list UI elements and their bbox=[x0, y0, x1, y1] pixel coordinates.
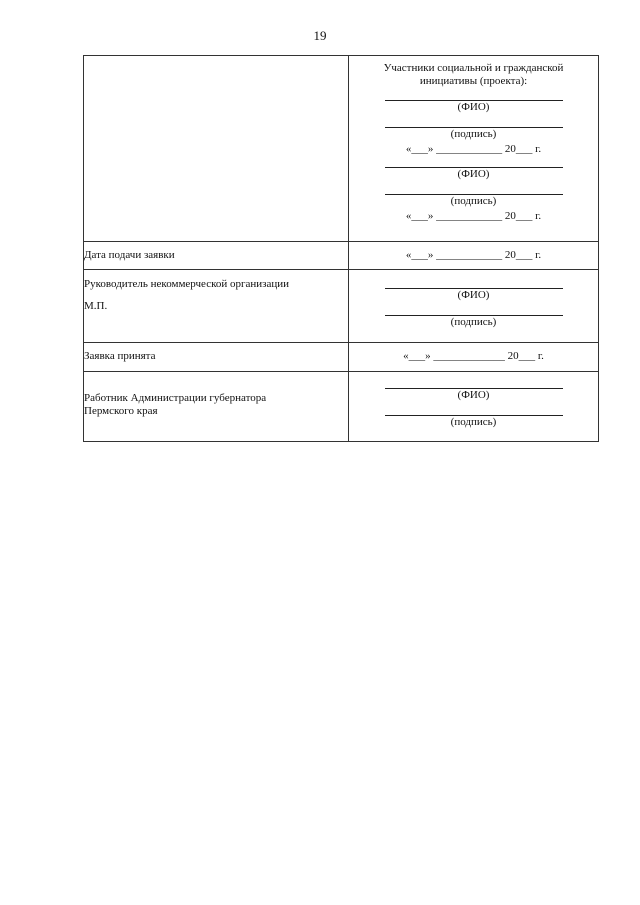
date-line[interactable]: «___» ____________ 20___ г. bbox=[405, 249, 542, 261]
accepted-row bbox=[84, 343, 599, 372]
signature-label: (подпись) bbox=[450, 316, 497, 328]
accepted-label-cell bbox=[84, 343, 349, 372]
stamp-label: М.П. bbox=[84, 300, 108, 312]
date-line[interactable]: «___» _____________ 20___ г. bbox=[403, 350, 544, 362]
head-of-org-row bbox=[84, 270, 599, 343]
submission-date-cell bbox=[349, 242, 599, 270]
date-line[interactable]: «___» ____________ 20___ г. bbox=[405, 210, 542, 222]
head-of-org-label: Руководитель некоммерческой организации bbox=[84, 278, 290, 290]
admin-employee-label: Работник Администрации губернатора Пермского края bbox=[84, 392, 267, 417]
accepted-label: Заявка принята bbox=[84, 350, 156, 362]
admin-employee-label-cell bbox=[84, 372, 349, 442]
participants-row bbox=[84, 56, 599, 242]
fio-label: (ФИО) bbox=[457, 289, 490, 301]
signature-label: (подпись) bbox=[450, 128, 497, 140]
head-of-org-signature-cell bbox=[349, 270, 599, 343]
participants-left-cell bbox=[84, 56, 349, 242]
fio-label: (ФИО) bbox=[457, 101, 490, 113]
fio-label: (ФИО) bbox=[457, 168, 490, 180]
application-form-table bbox=[83, 55, 599, 442]
signature-label: (подпись) bbox=[450, 416, 497, 428]
participants-signature-cell bbox=[349, 56, 599, 242]
head-of-org-label-cell bbox=[84, 270, 349, 343]
admin-employee-row bbox=[84, 372, 599, 442]
participants-heading: Участники социальной и гражданской инициативы (проекта): bbox=[383, 62, 564, 87]
accepted-date-cell bbox=[349, 343, 599, 372]
admin-employee-signature-cell bbox=[349, 372, 599, 442]
fio-label: (ФИО) bbox=[457, 389, 490, 401]
submission-date-label: Дата подачи заявки bbox=[84, 249, 175, 261]
page-number: 19 bbox=[313, 28, 327, 43]
submission-date-label-cell bbox=[84, 242, 349, 270]
date-line[interactable]: «___» ____________ 20___ г. bbox=[405, 143, 542, 155]
signature-label: (подпись) bbox=[450, 195, 497, 207]
submission-date-row bbox=[84, 242, 599, 270]
